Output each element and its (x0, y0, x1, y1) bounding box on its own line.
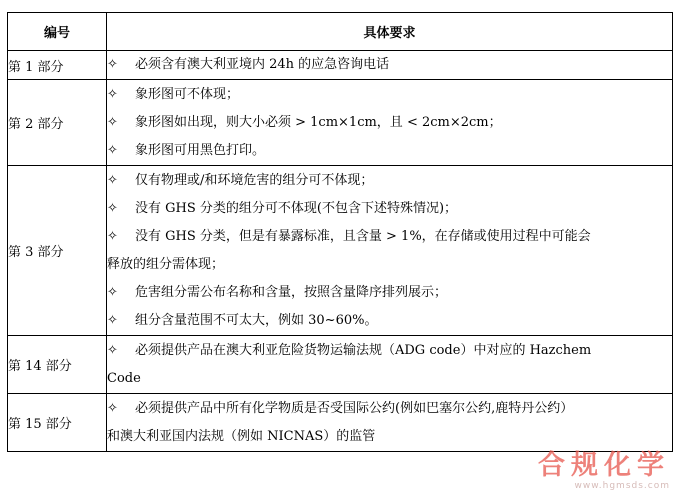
diamond-bullet-icon: ✧ (107, 200, 118, 216)
requirement-cell (107, 394, 673, 452)
section-number: 第 1 部分 (8, 51, 107, 80)
header-number: 编号 (8, 13, 107, 51)
section-number: 第 14 部分 (8, 336, 107, 394)
diamond-bullet-icon: ✧ (107, 284, 118, 300)
requirement-cell (107, 166, 673, 336)
diamond-bullet-icon: ✧ (107, 400, 118, 416)
requirement-line (107, 251, 672, 279)
diamond-bullet-icon: ✧ (107, 172, 118, 188)
requirements-table (7, 12, 673, 452)
requirement-text: 释放的组分需体现； (107, 256, 225, 272)
requirement-text: 必须提供产品中所有化学物质是否受国际公约(例如巴塞尔公约,鹿特丹公约） (135, 400, 574, 416)
table-row (8, 336, 673, 394)
requirement-text: 和澳大利亚国内法规（例如 NICNAS）的监管 (107, 428, 376, 444)
requirement-line (107, 223, 672, 251)
requirement-text: 组分含量范围不可太大，例如 30~60%。 (135, 312, 378, 328)
diamond-bullet-icon: ✧ (107, 57, 118, 72)
requirement-text: Code (107, 370, 141, 386)
table-row (8, 166, 673, 336)
requirement-line (107, 279, 672, 307)
requirement-text: 没有 GHS 分类的组分可不体现(不包含下述特殊情况)； (135, 200, 458, 216)
requirement-text: 危害组分需公布名称和含量，按照含量降序排列展示； (135, 284, 448, 300)
requirement-line (107, 365, 672, 393)
table-header-row (8, 13, 673, 51)
table-row (8, 80, 673, 166)
watermark-url: www.hgmsds.com (574, 481, 670, 491)
requirement-line (107, 137, 672, 165)
requirement-line (107, 337, 672, 365)
requirement-line (107, 51, 672, 79)
watermark-logo (538, 451, 670, 491)
header-requirement: 具体要求 (107, 13, 673, 51)
requirement-text: 必须提供产品在澳大利亚危险货物运输法规（ADG code）中对应的 Hazchem (135, 342, 592, 358)
requirement-text: 象形图可用黑色打印。 (135, 142, 266, 158)
watermark-brand: 合规化学 (538, 450, 670, 481)
requirement-text: 象形图如出现，则大小必须 > 1cm×1cm，且 < 2cm×2cm； (135, 114, 502, 130)
requirement-line (107, 395, 672, 423)
table-body (8, 51, 673, 452)
section-number: 第 2 部分 (8, 80, 107, 166)
requirement-cell (107, 80, 673, 166)
requirement-line (107, 307, 672, 335)
section-number: 第 3 部分 (8, 166, 107, 336)
diamond-bullet-icon: ✧ (107, 228, 118, 244)
table-row (8, 394, 673, 452)
requirement-text: 仅有物理或/和环境危害的组分可不体现； (135, 172, 374, 188)
diamond-bullet-icon: ✧ (107, 142, 118, 158)
requirement-line (107, 167, 672, 195)
requirement-line (107, 195, 672, 223)
requirement-cell (107, 51, 673, 80)
requirement-text: 没有 GHS 分类，但是有暴露标准，且含量 > 1%，在存储或使用过程中可能会 (135, 228, 591, 244)
requirement-text: 必须含有澳大利亚境内 24h 的应急咨询电话 (135, 57, 390, 72)
diamond-bullet-icon: ✧ (107, 86, 118, 102)
diamond-bullet-icon: ✧ (107, 114, 118, 130)
requirement-cell (107, 336, 673, 394)
requirement-line (107, 109, 672, 137)
table-row (8, 51, 673, 80)
diamond-bullet-icon: ✧ (107, 342, 118, 358)
requirement-line (107, 423, 672, 451)
requirement-line (107, 81, 672, 109)
requirement-text: 象形图可不体现； (135, 86, 240, 102)
section-number: 第 15 部分 (8, 394, 107, 452)
diamond-bullet-icon: ✧ (107, 312, 118, 328)
